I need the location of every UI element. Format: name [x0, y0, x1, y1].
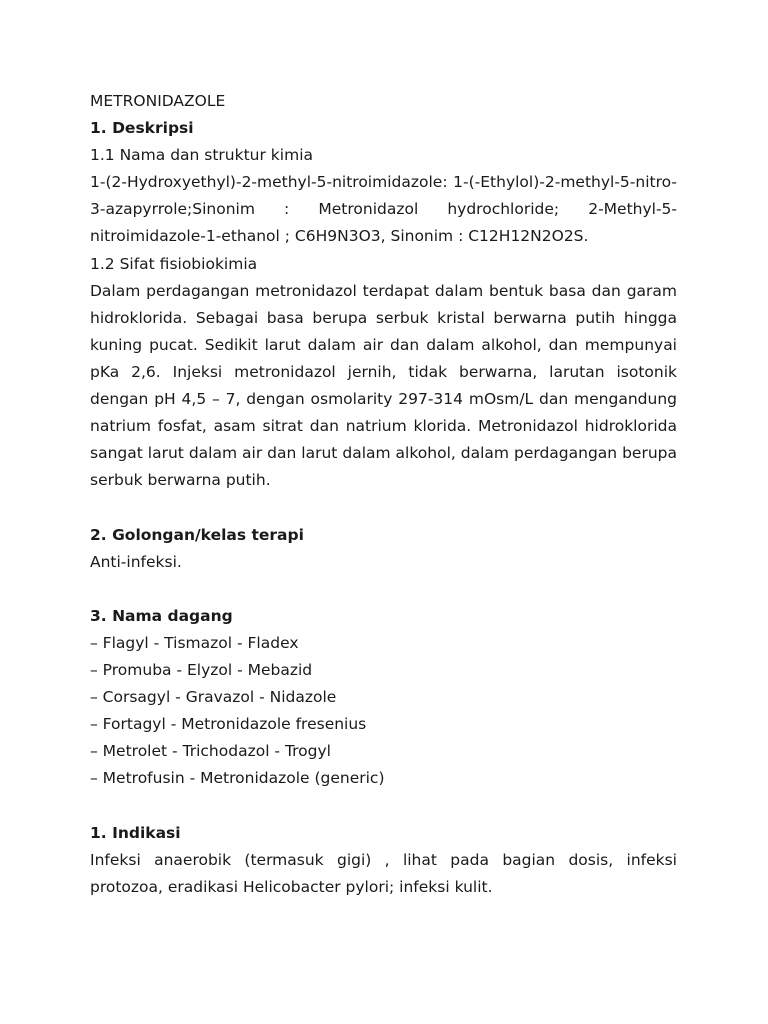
section-golongan-text: Anti-infeksi. — [90, 552, 182, 571]
document-title: METRONIDAZOLE — [90, 92, 226, 110]
section-nama-dagang-heading: 3. Nama dagang — [90, 606, 233, 625]
subsection-nama-struktur-text: 1-(2-Hydroxyethyl)-2-methyl-5-nitroimidazole: 1-(-Ethylol)-2-methyl-5-nitro-3-azapyrrole;Sinonim : Metronidazol hydrochloride; 2-Methyl-5-nitroimidazole-1-ethanol ; C6H9N3O3, Sinonim : C12H12N2O2S. — [90, 173, 677, 246]
section-deskripsi-heading: 1. Deskripsi — [90, 119, 194, 138]
section-golongan-heading: 2. Golongan/kelas terapi — [90, 525, 304, 544]
subsection-sifat-text: Dalam perdagangan metronidazol terdapat dalam bentuk basa dan garam hidroklorida. Sebagai basa berupa serbuk kristal berwarna putih hingga kuning pucat. Sedikit larut dalam air dan dalam alkohol, dan mempunyai pKa 2,6. Injeksi metronidazol jernih, tidak berwarna, larutan isotonik dengan pH 4,5 – 7, dengan osmolarity 297-314 mOsm/L dan mengandung natrium fosfat, asam sitrat dan natrium klorida. Metronidazol hidroklorida sangat larut dalam air dan larut dalam alkohol, dalam perdagangan berupa serbuk berwarna putih. — [90, 281, 677, 490]
trade-name-list — [90, 630, 677, 793]
list-item: – Corsagyl - Gravazol - Nidazole — [90, 688, 337, 707]
paragraph-spacer — [90, 792, 677, 819]
list-item: – Promuba - Elyzol - Mebazid — [90, 660, 313, 679]
list-item: – Fortagyl - Metronidazole fresenius — [90, 715, 367, 734]
list-item: – Metrolet - Trichodazol - Trogyl — [90, 742, 331, 761]
section-indikasi-heading: 1. Indikasi — [90, 823, 181, 842]
subsection-nama-struktur-heading: 1.1 Nama dan struktur kimia — [90, 146, 313, 165]
section-indikasi-text: Infeksi anaerobik (termasuk gigi) , lihat pada bagian dosis, infeksi protozoa, eradikasi Helicobacter pylori; infeksi kulit. — [90, 850, 677, 896]
subsection-sifat-heading: 1.2 Sifat fisiobiokimia — [90, 254, 258, 273]
paragraph-spacer — [90, 576, 677, 603]
document-page — [90, 88, 677, 901]
list-item: – Metrofusin - Metronidazole (generic) — [90, 769, 385, 788]
list-item: – Flagyl - Tismazol - Fladex — [90, 633, 299, 652]
paragraph-spacer — [90, 494, 677, 521]
